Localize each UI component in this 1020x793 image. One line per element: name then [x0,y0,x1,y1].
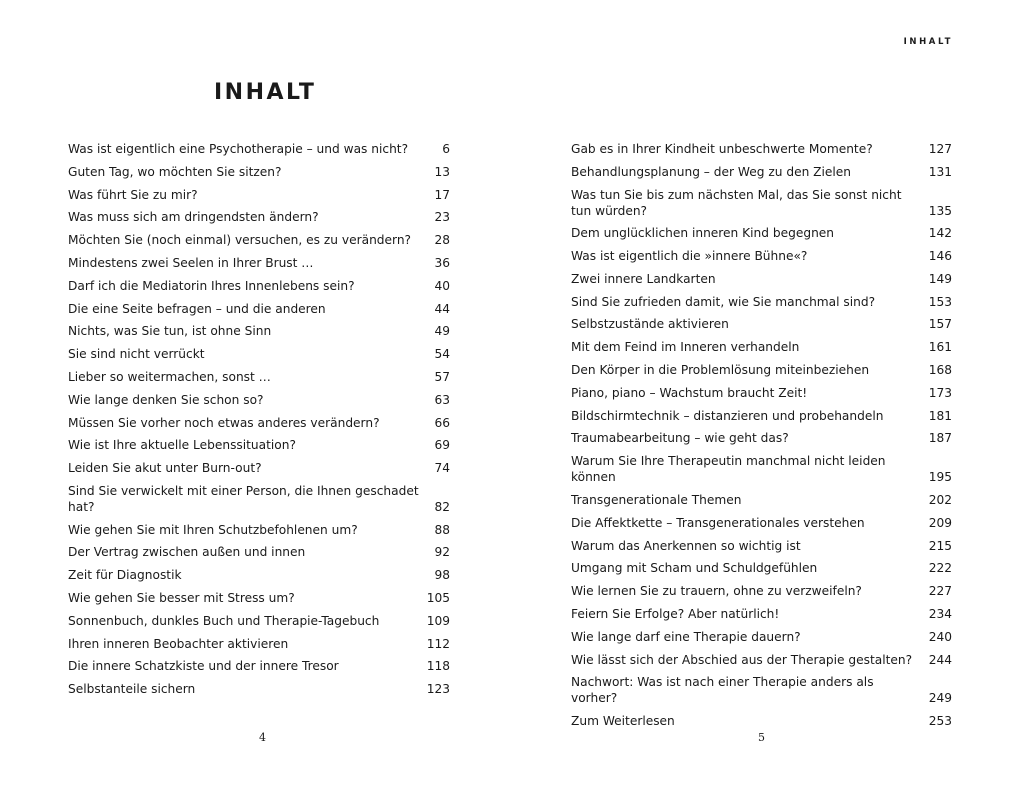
toc-entry-title: Wie ist Ihre aktuelle Lebenssituation? [68,438,296,453]
toc-entry-page: 168 [928,362,952,377]
toc-entry-page: 234 [928,606,952,621]
toc-entry-title: Lieber so weitermachen, sonst … [68,369,271,384]
toc-entry-title: Bildschirmtechnik – distanzieren und probehandeln [571,408,884,423]
toc-entry-title: Die Affektkette – Transgenerationales verstehen [571,515,865,530]
toc-entry[interactable] [571,141,952,157]
toc-entry-title: Darf ich die Mediatorin Ihres Innenlebens sein? [68,278,355,293]
toc-entry[interactable] [68,567,450,583]
toc-entry-page: 23 [434,210,450,225]
toc-entry[interactable] [571,606,952,622]
toc-entry-title: Leiden Sie akut unter Burn-out? [68,461,262,476]
toc-entry-title: Guten Tag, wo möchten Sie sitzen? [68,164,282,179]
toc-entry-page: 40 [434,278,450,293]
toc-entry-title: Dem unglücklichen inneren Kind begegnen [571,226,835,241]
toc-entry-page: 222 [928,561,952,576]
toc-entry-page: 28 [434,233,450,248]
toc-entry-page: 244 [928,652,952,667]
toc-entry-page: 49 [434,324,450,339]
toc-entry[interactable] [68,613,450,629]
toc-entry-title: Mit dem Feind im Inneren verhandeln [571,340,800,355]
toc-entry[interactable] [68,681,450,697]
toc-entry[interactable] [571,339,952,355]
toc-entry-page: 66 [434,415,450,430]
toc-entry-title: Möchten Sie (noch einmal) versuchen, es zu verändern? [68,233,412,248]
toc-entry-title: Was tun Sie bis zum nächsten Mal, das Sie sonst nicht tun würden? [571,187,902,218]
toc-entry-title: Nachwort: Was ist nach einer Therapie anders als vorher? [571,675,874,706]
right-page [510,0,1020,793]
toc-entry-page: 249 [928,691,952,706]
toc-entry-page: 187 [928,431,952,446]
toc-entry[interactable] [68,164,450,180]
toc-entry-page: 227 [928,584,952,599]
toc-entry[interactable] [68,392,450,408]
toc-entry[interactable] [68,483,450,515]
toc-entry-title: Zeit für Diagnostik [68,568,182,583]
toc-entry-title: Zum Weiterlesen [571,714,675,729]
toc-entry-title: Transgenerationale Themen [571,492,742,507]
toc-entry[interactable] [571,271,952,287]
toc-entry-page: 112 [426,636,450,651]
toc-entry-page: 153 [928,294,952,309]
toc-entry-page: 109 [426,613,450,628]
toc-entry-title: Behandlungsplanung – der Weg zu den Zielen [571,164,852,179]
toc-entry[interactable] [68,369,450,385]
toc-entry-title: Wie lange darf eine Therapie dauern? [571,629,801,644]
toc-entry-title: Traumabearbeitung – wie geht das? [571,431,789,446]
toc-entry-title: Piano, piano – Wachstum braucht Zeit! [571,385,808,400]
toc-entry[interactable] [68,415,450,431]
toc-entry[interactable] [68,232,450,248]
toc-entry-title: Ihren inneren Beobachter aktivieren [68,636,289,651]
toc-entry-title: Den Körper in die Problemlösung miteinbeziehen [571,362,870,377]
toc-entry-page: 118 [426,659,450,674]
toc-entry-title: Die innere Schatzkiste und der innere Tresor [68,659,339,674]
toc-entry[interactable] [571,629,952,645]
toc-entry[interactable] [571,187,952,219]
toc-entry[interactable] [571,538,952,554]
toc-entry-page: 6 [442,142,450,156]
toc-entry[interactable] [68,636,450,652]
toc-entry[interactable] [68,278,450,294]
toc-entry[interactable] [571,248,952,264]
toc-entry-title: Sind Sie verwickelt mit einer Person, die Ihnen geschadet hat? [68,483,419,514]
toc-entry[interactable] [571,225,952,241]
toc-entry-title: Was muss sich am dringendsten ändern? [68,210,319,225]
toc-entry-title: Was führt Sie zu mir? [68,187,198,202]
toc-entry[interactable] [571,294,952,310]
toc-entry-title: Umgang mit Scham und Schuldgefühlen [571,561,818,576]
toc-entry-page: 240 [928,629,952,644]
toc-entry[interactable] [571,713,952,729]
toc-entry[interactable] [571,583,952,599]
toc-entry[interactable] [571,164,952,180]
toc-entry-page: 36 [434,255,450,270]
toc-entry-title: Wie lernen Sie zu trauern, ohne zu verzweifeln? [571,584,862,599]
toc-entry-page: 13 [434,164,450,179]
toc-entry[interactable] [571,453,952,485]
toc-entry-page: 135 [928,203,952,218]
toc-entry-title: Die eine Seite befragen – und die anderen [68,301,326,316]
toc-entry[interactable] [571,515,952,531]
toc-entry[interactable] [68,187,450,203]
toc-entry-title: Feiern Sie Erfolge? Aber natürlich! [571,606,780,621]
toc-entry[interactable] [68,301,450,317]
toc-entry-title: Mindestens zwei Seelen in Ihrer Brust … [68,255,314,270]
toc-entry-page: 54 [434,347,450,362]
toc-entry-title: Was ist eigentlich die »innere Bühne«? [571,248,808,263]
toc-entry-title: Was ist eigentlich eine Psychotherapie – und was nicht? [68,142,409,156]
toc-entry-title: Gab es in Ihrer Kindheit unbeschwerte Momente? [571,142,873,156]
toc-entry-page: 69 [434,438,450,453]
toc-entry-page: 74 [434,461,450,476]
toc-entry-page: 173 [928,385,952,400]
toc-entry[interactable] [571,362,952,378]
toc-entry-title: Sie sind nicht verrückt [68,347,205,362]
toc-entry-title: Warum Sie Ihre Therapeutin manchmal nicht leiden können [571,454,886,485]
toc-entry-page: 57 [434,369,450,384]
toc-entry[interactable] [68,522,450,538]
toc-entry-page: 131 [928,164,952,179]
toc-entry[interactable] [571,385,952,401]
toc-entry-page: 105 [426,590,450,605]
toc-entry-page: 146 [928,248,952,263]
toc-entry-page: 253 [928,714,952,729]
toc-entry-page: 161 [928,340,952,355]
toc-entry[interactable] [68,255,450,271]
toc-entry-title: Wie gehen Sie mit Ihren Schutzbefohlenen um? [68,522,358,537]
toc-entry[interactable] [68,346,450,362]
toc-entry-page: 195 [928,470,952,485]
toc-entry-title: Wie lässt sich der Abschied aus der Therapie gestalten? [571,652,913,667]
toc-entry[interactable] [571,408,952,424]
toc-entry-title: Sonnenbuch, dunkles Buch und Therapie-Tagebuch [68,613,380,628]
toc-entry-title: Sind Sie zufrieden damit, wie Sie manchmal sind? [571,294,876,309]
toc-entry-title: Wie lange denken Sie schon so? [68,392,264,407]
toc-entry[interactable] [571,492,952,508]
toc-entry-title: Der Vertrag zwischen außen und innen [68,545,306,560]
table-of-contents-right [571,141,952,736]
toc-entry-page: 209 [928,515,952,530]
page-title: INHALT [214,80,317,105]
toc-entry-title: Zwei innere Landkarten [571,271,716,286]
toc-entry-page: 157 [928,317,952,332]
toc-entry-page: 202 [928,492,952,507]
toc-entry[interactable] [571,560,952,576]
toc-entry[interactable] [571,430,952,446]
toc-entry-page: 181 [928,408,952,423]
toc-entry-title: Selbstzustände aktivieren [571,317,729,332]
toc-entry-page: 98 [434,568,450,583]
toc-entry[interactable] [571,674,952,706]
page-number: 4 [259,731,266,744]
toc-entry-page: 63 [434,392,450,407]
toc-entry[interactable] [68,209,450,225]
toc-entry-title: Nichts, was Sie tun, ist ohne Sinn [68,324,272,339]
toc-entry-page: 149 [928,271,952,286]
toc-entry-page: 88 [434,522,450,537]
toc-entry[interactable] [68,323,450,339]
toc-entry-page: 82 [434,499,450,514]
toc-entry[interactable] [68,141,450,157]
toc-entry[interactable] [68,460,450,476]
toc-entry-page: 127 [928,142,952,156]
toc-entry[interactable] [68,544,450,560]
toc-entry-page: 17 [434,187,450,202]
toc-entry[interactable] [68,437,450,453]
table-of-contents-left [68,141,450,704]
toc-entry[interactable] [68,658,450,674]
toc-entry-title: Warum das Anerkennen so wichtig ist [571,538,801,553]
toc-entry[interactable] [68,590,450,606]
page-number: 5 [758,731,765,744]
toc-entry-page: 142 [928,226,952,241]
toc-entry-page: 123 [426,682,450,697]
toc-entry-page: 92 [434,545,450,560]
toc-entry-page: 215 [928,538,952,553]
toc-entry-title: Wie gehen Sie besser mit Stress um? [68,590,295,605]
toc-entry-title: Müssen Sie vorher noch etwas anderes verändern? [68,415,380,430]
running-head: INHALT [903,37,953,47]
toc-entry[interactable] [571,652,952,668]
toc-entry[interactable] [571,316,952,332]
toc-entry-page: 44 [434,301,450,316]
toc-entry-title: Selbstanteile sichern [68,682,196,697]
